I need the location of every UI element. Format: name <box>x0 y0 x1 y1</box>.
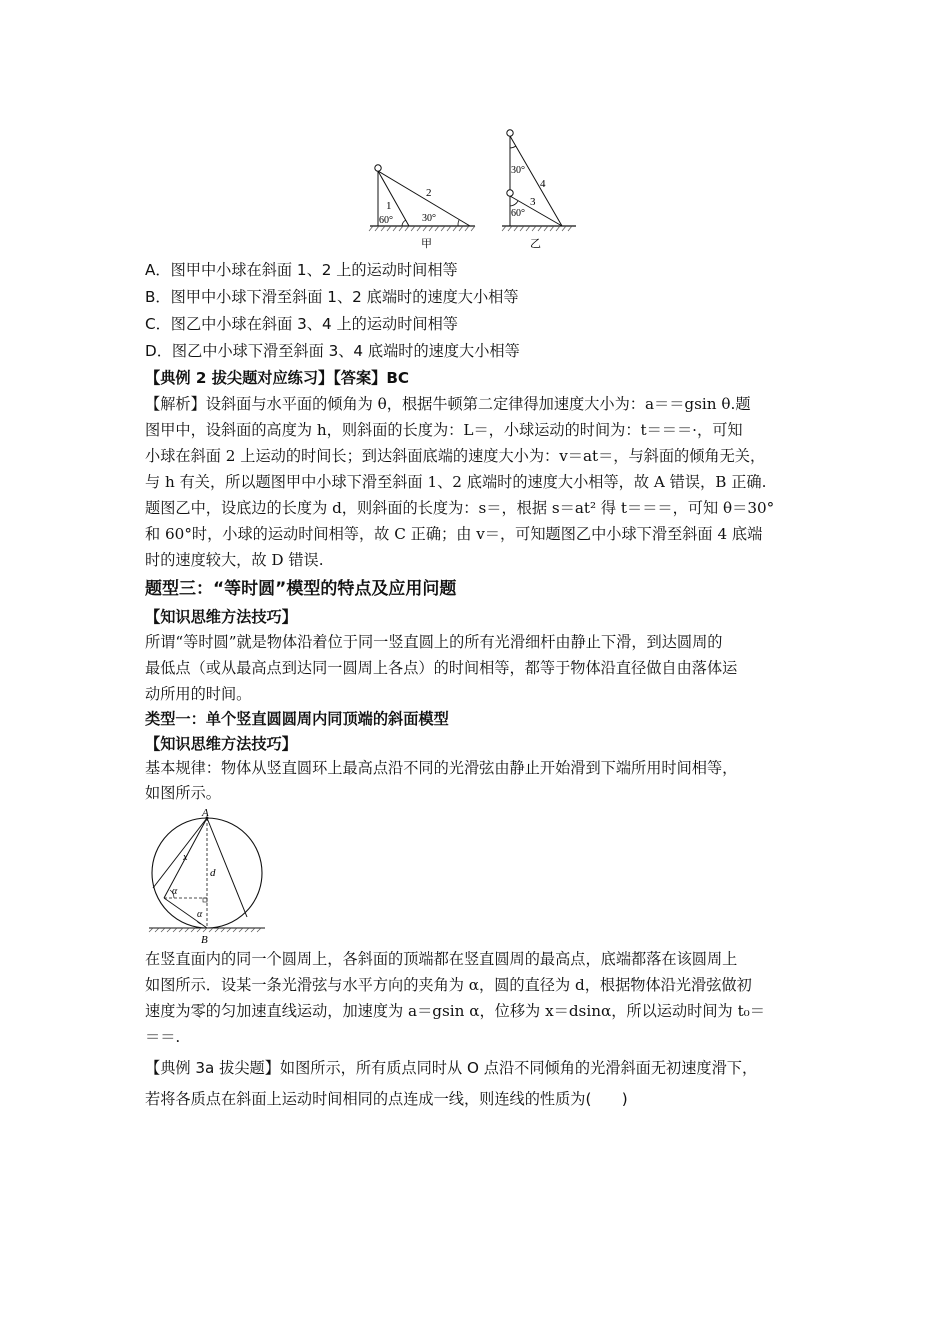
jia-label-2: 2 <box>426 187 432 199</box>
circle-label-alpha-2: α <box>197 909 203 920</box>
yi-caption: 乙 <box>530 238 541 250</box>
jia-caption: 甲 <box>421 238 432 250</box>
jia-angle-30: 30° <box>422 213 436 224</box>
circle-label-a: A <box>202 807 209 819</box>
jia-angle-60: 60° <box>379 215 393 226</box>
analysis-line-5: 题图乙中，设底边的长度为 d，则斜面的长度为：s＝，根据 s＝at² 得 t＝＝＝，可知 θ＝30° <box>145 499 775 517</box>
explanation-line-2: 如图所示．设某一条光滑弦与水平方向的夹角为 α，圆的直径为 d，根据物体沿光滑弦做初 <box>145 976 752 994</box>
explanation-line-1: 在竖直面内的同一个圆周上，各斜面的顶端都在竖直圆周的最高点，底端都落在该圆周上 <box>145 950 738 968</box>
intro-line-3: 动所用的时间。 <box>145 685 252 703</box>
explanation-line-3: 速度为零的匀加速直线运动，加速度为 a＝gsin α，位移为 x＝dsinα，所以运动时间为 t₀＝ <box>145 1002 765 1020</box>
analysis-line-1: 【解析】设斜面与水平面的倾角为 θ，根据牛顿第二定律得加速度大小为：a＝＝gsin θ.题 <box>145 395 751 413</box>
example-3a-line-1: 【典例 3a 拔尖题】如图所示，所有质点同时从 O 点沿不同倾角的光滑斜面无初速度滑下， <box>145 1059 758 1077</box>
intro-line-2: 最低点（或从最高点到达同一圆周上各点）的时间相等，都等于物体沿直径做自由落体运 <box>145 659 738 677</box>
yi-label-4: 4 <box>540 178 546 190</box>
circle-label-x: x <box>183 852 188 863</box>
yi-label-3: 3 <box>530 196 536 208</box>
basic-rule-line-1: 基本规律：物体从竖直圆环上最高点沿不同的光滑弦由静止开始滑到下端所用时间相等， <box>145 759 738 777</box>
jia-label-1: 1 <box>386 200 392 212</box>
analysis-line-2: 图甲中，设斜面的高度为 h，则斜面的长度为：L＝，小球运动的时间为：t＝＝＝·，可知 <box>145 421 743 439</box>
intro-line-1: 所谓“等时圆”就是物体沿着位于同一竖直圆上的所有光滑细杆由静止下滑，到达圆周的 <box>145 633 723 651</box>
basic-rule-line-2: 如图所示。 <box>145 784 221 802</box>
type-one-title: 类型一：单个竖直圆圆周内同顶端的斜面模型 <box>145 710 449 728</box>
analysis-line-6: 和 60°时，小球的运动时间相等，故 C 正确；由 v＝，可知题图乙中小球下滑至斜面 4 底端 <box>145 525 763 543</box>
yi-angle-60: 60° <box>511 208 525 219</box>
analysis-line-7: 时的速度较大，故 D 错误. <box>145 551 324 569</box>
figure-jia <box>365 158 480 253</box>
analysis-line-3: 小球在斜面 2 上运动的时间长；到达斜面底端的速度大小为：v＝at＝，与斜面的倾角无关， <box>145 447 766 465</box>
circle-figure <box>143 806 268 946</box>
tip-heading-1: 【知识思维方法技巧】 <box>145 608 297 626</box>
figure-yi <box>500 126 580 253</box>
tip-heading-2: 【知识思维方法技巧】 <box>145 735 297 753</box>
circle-label-alpha-1: α <box>172 886 178 897</box>
answer-line: 【典例 2 拔尖题对应练习】【答案】BC <box>145 369 410 387</box>
circle-label-b: B <box>201 934 208 946</box>
example-3a-line-2: 若将各质点在斜面上运动时间相同的点连成一线，则连线的性质为( ) <box>145 1090 628 1108</box>
option-a: A．图甲中小球在斜面 1、2 上的运动时间相等 <box>145 261 458 279</box>
option-c: C．图乙中小球在斜面 3、4 上的运动时间相等 <box>145 315 458 333</box>
option-d: D．图乙中小球下滑至斜面 3、4 底端时的速度大小相等 <box>145 342 520 360</box>
yi-angle-30: 30° <box>511 165 525 176</box>
analysis-line-4: 与 h 有关，所以题图甲中小球下滑至斜面 1、2 底端时的速度大小相等，故 A 错误，B 正确. <box>145 473 767 491</box>
explanation-line-4: ＝＝. <box>145 1028 181 1046</box>
circle-label-d: d <box>210 867 216 879</box>
option-b: B．图甲中小球下滑至斜面 1、2 底端时的速度大小相等 <box>145 288 519 306</box>
section-title: 题型三：“等时圆”模型的特点及应用问题 <box>145 579 457 599</box>
